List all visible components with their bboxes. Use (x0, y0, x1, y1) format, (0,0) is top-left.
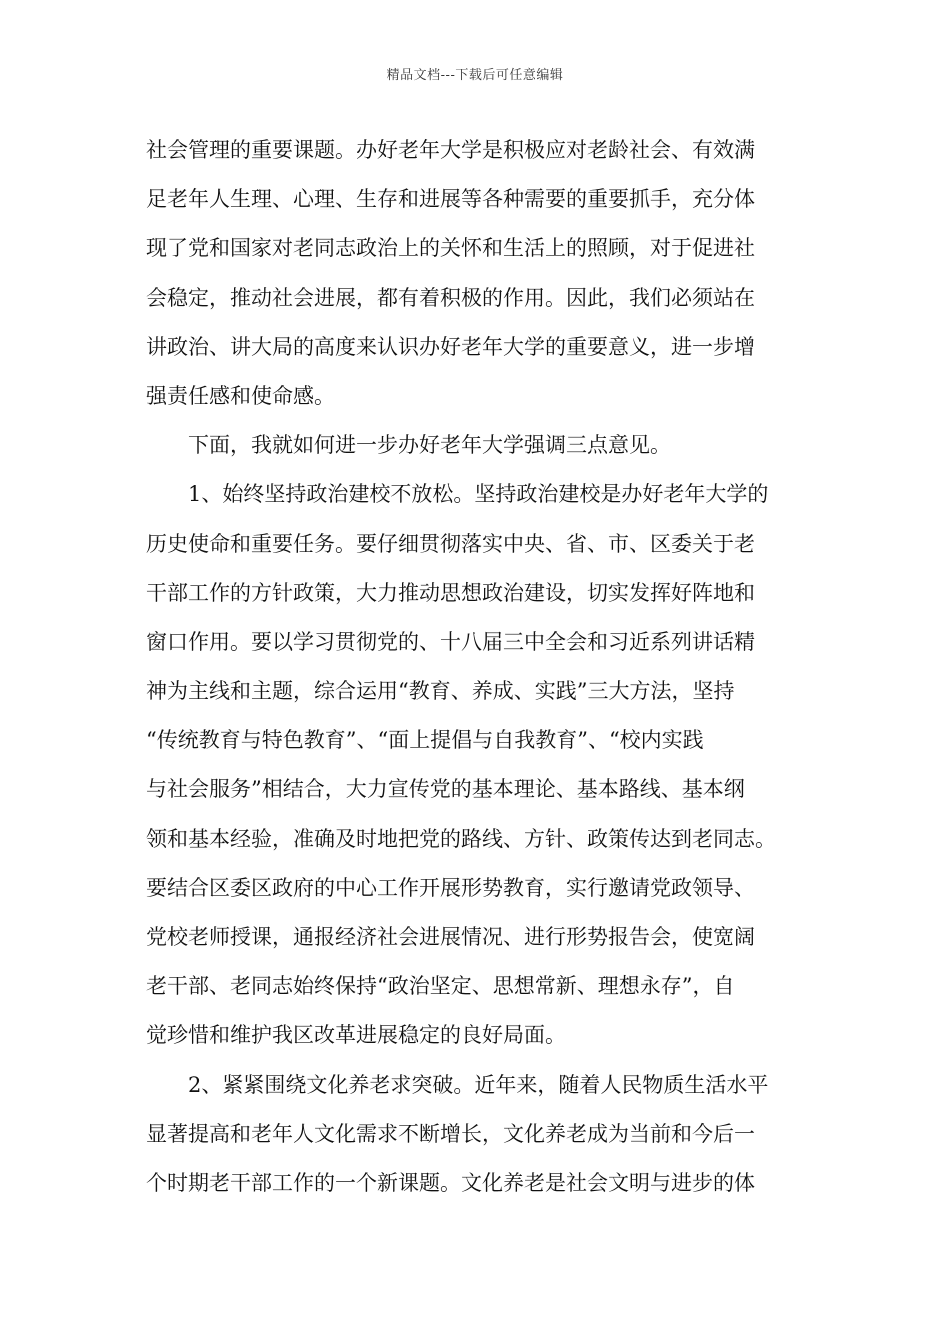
text-line: 与社会服务”相结合，大力宣传党的基本理论、基本路线、基本纲 (146, 777, 745, 802)
text-line: 会稳定，推动社会进展，都有着积极的作用。因此，我们必须站在 (146, 285, 755, 310)
text-line: 要结合区委区政府的中心工作开展形势教育，实行邀请党政领导、 (146, 875, 755, 900)
text-line: 领和基本经验，准确及时地把党的路线、方针、政策传达到老同志。 (146, 826, 776, 851)
text-line: 老干部、老同志始终保持“政治坚定、思想常新、理想永存”，自 (146, 974, 735, 999)
text-line: 神为主线和主题，综合运用“教育、养成、实践”三大方法，坚持 (146, 679, 735, 704)
document-body (146, 126, 806, 1208)
text-line: 1、始终坚持政治建校不放松。坚持政治建校是办好老年大学的 (188, 482, 769, 507)
text-line: 个时期老干部工作的一个新课题。文化养老是社会文明与进步的体 (146, 1170, 755, 1195)
text-line: 干部工作的方针政策，大力推动思想政治建设，切实发挥好阵地和 (146, 580, 755, 605)
text-line: 强责任感和使命感。 (146, 383, 335, 408)
text-line: 显著提高和老年人文化需求不断增长，文化养老成为当前和今后一 (146, 1121, 755, 1146)
text-line: 历史使命和重要任务。要仔细贯彻落实中央、省、市、区委关于老 (146, 531, 755, 556)
text-line: 觉珍惜和维护我区改革进展稳定的良好局面。 (146, 1023, 566, 1048)
text-line: 讲政治、讲大局的高度来认识办好老年大学的重要意义，进一步增 (146, 334, 755, 359)
text-line: 足老年人生理、心理、生存和进展等各种需要的重要抓手，充分体 (146, 187, 755, 212)
page-header: 精品文档---下载后可任意编辑 (386, 68, 564, 83)
text-line: 窗口作用。要以学习贯彻党的、十八届三中全会和习近系列讲话精 (146, 629, 755, 654)
text-line: 2、紧紧围绕文化养老求突破。近年来，随着人民物质生活水平 (188, 1072, 769, 1097)
text-line: 党校老师授课，通报经济社会进展情况、进行形势报告会，使宽阔 (146, 925, 755, 949)
text-line: 下面，我就如何进一步办好老年大学强调三点意见。 (188, 433, 671, 458)
text-line: 现了党和国家对老同志政治上的关怀和生活上的照顾，对于促进社 (146, 236, 755, 261)
text-line: “传统教育与特色教育”、“面上提倡与自我教育”、“校内实践 (146, 728, 704, 753)
text-line: 社会管理的重要课题。办好老年大学是积极应对老龄社会、有效满 (146, 138, 755, 162)
